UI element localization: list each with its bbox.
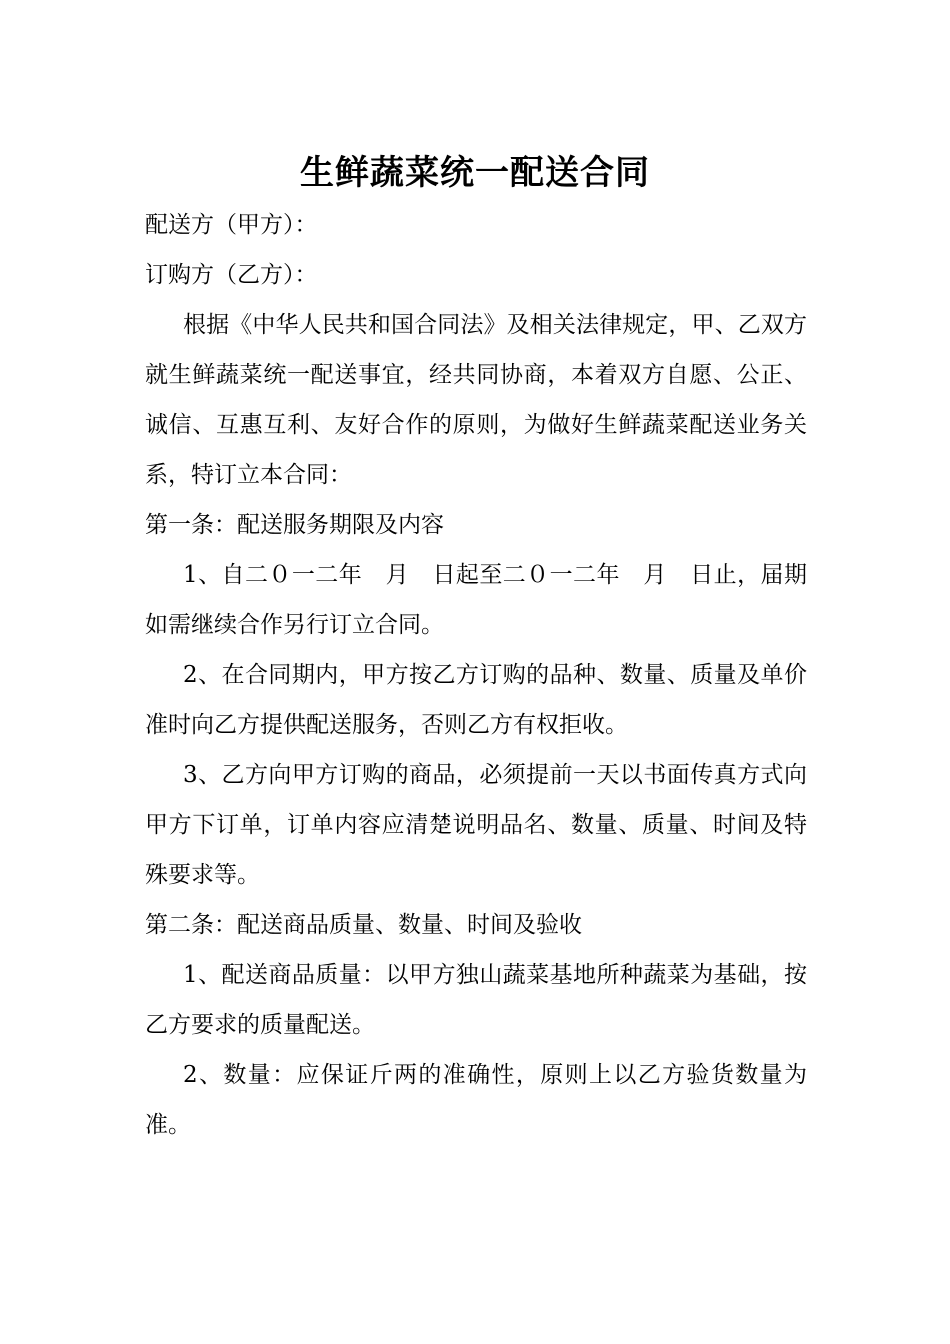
- contract-body: [145, 200, 807, 1150]
- article-1-item-1: 1、自二０一二年 月 日起至二０一二年 月 日止，届期如需继续合作另行订立合同。: [145, 562, 807, 638]
- preamble-paragraph: 根据《中华人民共和国合同法》及相关法律规定，甲、乙双方就生鲜蔬菜统一配送事宜，经共同协商，本着双方自愿、公正、诚信、互惠互利、友好合作的原则，为做好生鲜蔬菜配送业务关系，特订立本合同：: [145, 312, 807, 488]
- article-2-item-2: 2、数量：应保证斤两的准确性，原则上以乙方验货数量为准。: [145, 1062, 807, 1138]
- article-1-item-3: 3、乙方向甲方订购的商品，必须提前一天以书面传真方式向甲方下订单，订单内容应清楚说明品名、数量、质量、时间及特殊要求等。: [145, 762, 807, 888]
- article-2-item-1: 1、配送商品质量：以甲方独山蔬菜基地所种蔬菜为基础，按乙方要求的质量配送。: [145, 962, 807, 1038]
- article-1-heading: 第一条：配送服务期限及内容: [145, 512, 444, 538]
- party-a-line: 配送方（甲方）：: [145, 212, 318, 238]
- party-b-line: 订购方（乙方）：: [145, 262, 318, 288]
- article-1-item-2: 2、在合同期内，甲方按乙方订购的品种、数量、质量及单价准时向乙方提供配送服务，否则乙方有权拒收。: [145, 662, 807, 738]
- document-title: 生鲜蔬菜统一配送合同: [300, 152, 650, 193]
- article-2-heading: 第二条：配送商品质量、数量、时间及验收: [145, 912, 582, 938]
